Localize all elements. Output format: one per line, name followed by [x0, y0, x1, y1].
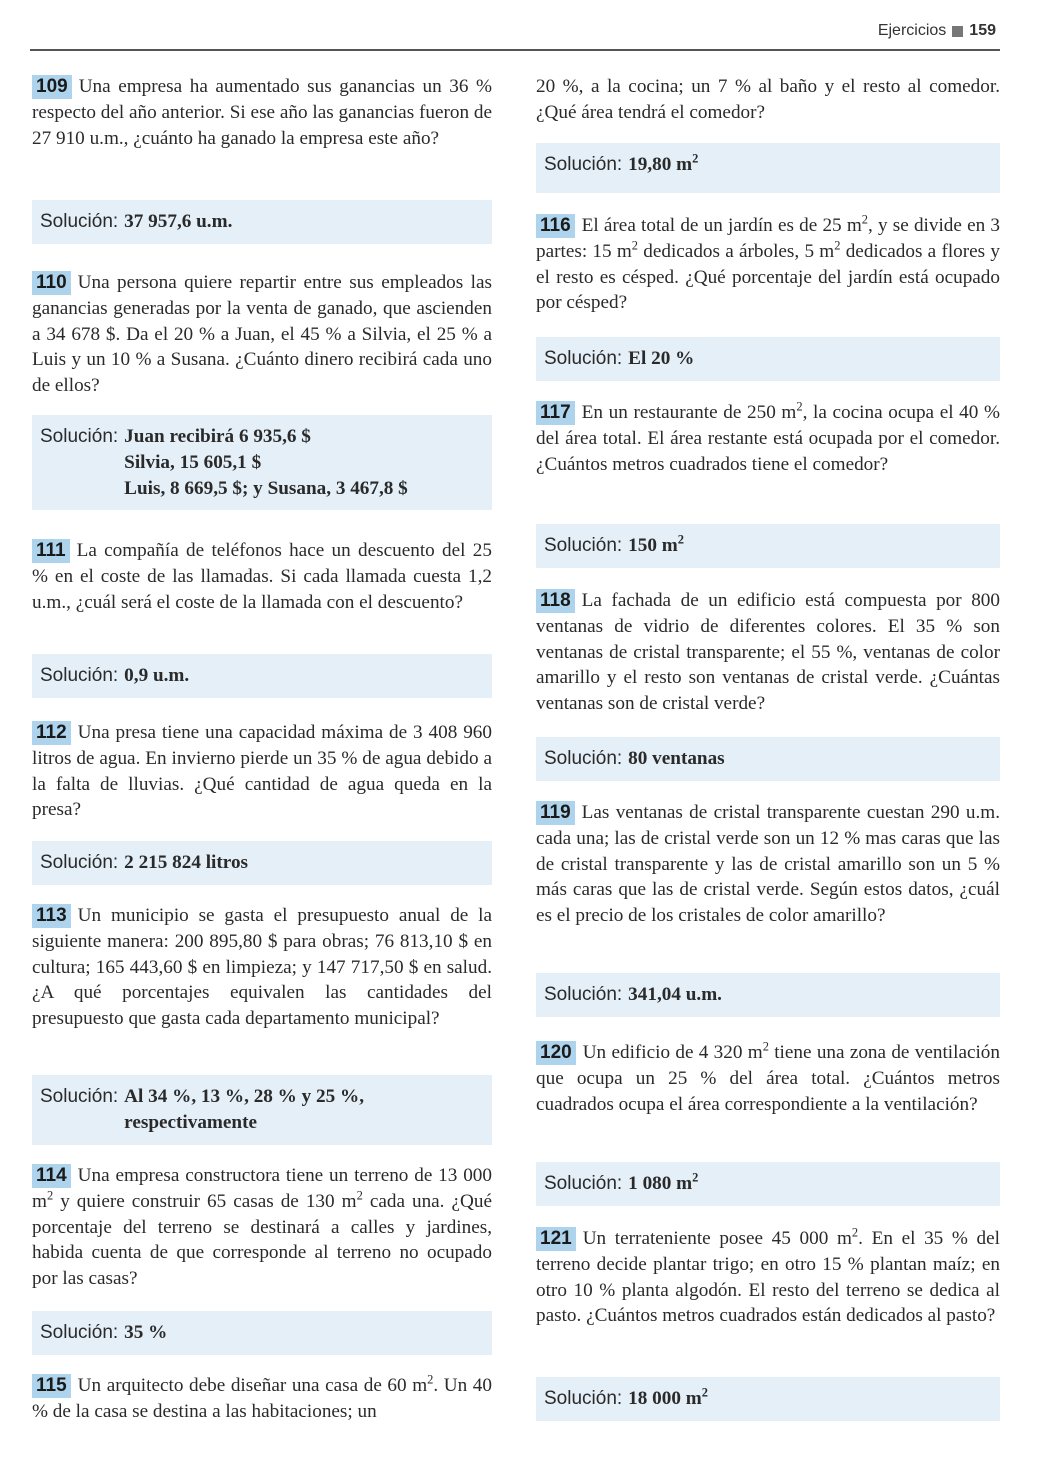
exercise-121: [536, 1226, 1000, 1329]
solution-value: [628, 982, 722, 1008]
exercise-number: 109: [32, 75, 72, 99]
exercise-text: Un terrateniente posee 45 000 $m^2$. En el 35 % del terreno decide plantar trigo; en otro 15 % plantan maíz; en otro 10 % planta algodón. El resto del terreno se dedica al pasto. ¿Cuántos metros cuadrados están dedicados al pasto?: [536, 1225, 1000, 1327]
exercise-text: El área total de un jardín es de 25 $m^2$, y se divide en 3 partes: 15 $m^2$ dedicados a árboles, 5 $m^2$ dedicados a flores y el resto es césped. ¿Qué porcentaje del jardín está ocupado por césped?: [536, 212, 1000, 314]
exercise-112: [32, 720, 492, 823]
solution-box: [536, 337, 1000, 381]
solution-box: [536, 143, 1000, 193]
solution-value: [628, 1386, 708, 1412]
exercise-text: Un municipio se gasta el presupuesto anual de la siguiente manera: 200 895,80 $ para obras; 76 813,10 $ en cultura; 165 443,60 $ en limpieza; y 147 717,50 $ en salud. ¿A qué porcentajes equivalen las cantidades del presupuesto que gasta cada departamento municipal?: [32, 905, 492, 1030]
solution-line: Luis, 8 669,5 $; y Susana, 3 467,8 $: [124, 477, 408, 499]
exercise-text: Una persona quiere repartir entre sus empleados las ganancias generadas por la venta de ganado, que ascienden a 34 678 $. Da el 20 % a Juan, el 45 % a Silvia, el 25 % a Luis y un 10 % a Susana. ¿Cuánto dinero recibirá cada uno de ellos?: [32, 272, 492, 397]
solution-value: [628, 746, 724, 772]
solution-label: Solución:: [544, 984, 623, 1005]
solution-label: Solución:: [40, 852, 119, 873]
solution-box: [536, 1162, 1000, 1206]
solution-line: 1 080 $m^2$: [628, 1170, 699, 1194]
exercise-109: [32, 74, 492, 151]
exercise-text: 20 %, a la cocina; un 7 % al baño y el resto al comedor. ¿Qué área tendrá el comedor?: [536, 76, 1000, 123]
exercise-118: [536, 588, 1000, 717]
solution-label: Solución:: [544, 348, 623, 369]
solution-line: 0,9 u.m.: [124, 665, 190, 686]
square-bullet-icon: [952, 26, 963, 37]
exercise-number: 116: [536, 214, 575, 238]
solution-box: [536, 973, 1000, 1017]
solution-value: [628, 152, 698, 178]
solution-value: [124, 663, 189, 689]
solution-label: Solución:: [544, 1388, 623, 1409]
solution-value: [628, 1171, 698, 1197]
solution-label: Solución:: [40, 426, 119, 447]
solution-label: Solución:: [40, 665, 119, 686]
solution-label: Solución:: [544, 535, 623, 556]
exercise-text: Las ventanas de cristal transparente cuestan 290 u.m. cada una; las de cristal verde son un 12 % mas caras que las de cristal transparente y las de cristal amarillo son un 5 % más caras que las de cristal verde. Según estos datos, ¿cuál es el precio de los cristales de color amarillo?: [536, 802, 1000, 927]
solution-value: [628, 346, 694, 372]
exercise-120: [536, 1040, 1000, 1117]
solution-line: 19,80 $m^2$: [628, 151, 699, 175]
solution-line: Juan recibirá 6 935,6 $: [124, 426, 311, 447]
exercise-number: 113: [32, 904, 71, 928]
solution-box: [32, 841, 492, 885]
solution-box: [32, 654, 492, 698]
solution-line: El 20 %: [628, 348, 695, 369]
solution-box: [536, 524, 1000, 568]
exercise-text: Una presa tiene una capacidad máxima de 3 408 960 litros de agua. En invierno pierde un 35 % de agua debido a la falta de lluvias. ¿Qué cantidad de agua queda en la presa?: [32, 722, 492, 821]
exercise-number: 112: [32, 721, 71, 745]
exercise-number: 110: [32, 271, 71, 295]
solution-box: [32, 200, 492, 244]
solution-label: Solución:: [40, 1086, 119, 1107]
page-header: [878, 22, 996, 40]
solution-line: 2 215 824 litros: [124, 852, 249, 873]
solution-line: 37 957,6 u.m.: [124, 211, 233, 232]
solution-box: [536, 737, 1000, 781]
exercise-text: La fachada de un edificio está compuesta por 800 ventanas de vidrio de diferentes colores. El 35 % son ventanas de cristal transparente; el 55 %, ventanas de color amarillo y el resto son ventanas de cristal verde. ¿Cuántas ventanas son de cristal verde?: [536, 590, 1000, 715]
header-rule: [30, 49, 1000, 51]
exercise-116: [536, 213, 1000, 316]
solution-line: 80 ventanas: [628, 748, 725, 769]
exercise-110: [32, 270, 492, 399]
solution-value: [124, 1084, 484, 1136]
exercise-number: 115: [32, 1374, 71, 1398]
solution-label: Solución:: [544, 1173, 623, 1194]
solution-label: Solución:: [544, 748, 623, 769]
solution-box: [32, 1075, 492, 1145]
solution-line: 35 %: [124, 1322, 168, 1343]
solution-value: [124, 209, 232, 235]
exercise-text: Una empresa ha aumentado sus ganancias un 36 % respecto del año anterior. Si ese año las ganancias fueron de 27 910 u.m., ¿cuánto ha ganado la empresa este año?: [32, 76, 492, 149]
exercise-text: Un edificio de 4 320 $m^2$ tiene una zona de ventilación que ocupa un 25 % del área total. ¿Cuántos metros cuadrados ocupa el área correspondiente a la ventilación?: [536, 1039, 1000, 1115]
exercise-text: Una empresa constructora tiene un terreno de 13 000 $m^2$ y quiere construir 65 casas de 130 $m^2$ cada una. ¿Qué porcentaje del terreno se destinará a calles y jardines, habida cuenta de que corresponde al terreno no ocupado por las casas?: [32, 1165, 492, 1290]
solution-box: [32, 415, 492, 510]
exercise-number: 119: [536, 801, 575, 825]
solution-line: 150 $m^2$: [628, 532, 684, 556]
exercise-number: 117: [536, 401, 575, 425]
exercise-number: 121: [536, 1227, 576, 1251]
solution-label: Solución:: [544, 154, 623, 175]
exercise-continued: [536, 74, 1000, 126]
exercise-113: [32, 903, 492, 1032]
exercise-number: 114: [32, 1164, 71, 1188]
exercise-111: [32, 538, 492, 615]
exercise-text: Un arquitecto debe diseñar una casa de 60 $m^2$. Un 40 % de la casa se destina a las habitaciones; un: [32, 1372, 492, 1422]
exercise-114: [32, 1163, 492, 1292]
solution-value: [124, 850, 248, 876]
exercise-115: [32, 1373, 492, 1425]
exercise-text: La compañía de teléfonos hace un descuento del 25 % en el coste de las llamadas. Si cada llamada cuesta 1,2 u.m., ¿cuál será el coste de la llamada con el descuento?: [32, 540, 492, 613]
solution-line: 18 000 $m^2$: [628, 1385, 708, 1409]
solution-line: Silvia, 15 605,1 $: [124, 451, 262, 473]
solution-value: [124, 424, 408, 501]
solution-value: [124, 1320, 167, 1346]
section-title: Ejercicios: [877, 22, 947, 39]
solution-line: Al 34 %, 13 %, 28 % y 25 %, respectivamente: [124, 1086, 365, 1133]
exercise-number: 118: [536, 589, 575, 613]
exercise-119: [536, 800, 1000, 929]
exercise-number: 111: [32, 539, 70, 563]
solution-value: [628, 533, 684, 559]
solution-label: Solución:: [40, 1322, 119, 1343]
exercise-number: 120: [536, 1041, 576, 1065]
solution-box: [32, 1311, 492, 1355]
exercise-117: [536, 400, 1000, 477]
exercise-text: En un restaurante de 250 $m^2$, la cocina ocupa el 40 % del área total. El área restante está ocupada por el comedor. ¿Cuántos metros cuadrados tiene el comedor?: [536, 399, 1000, 475]
page-number: 159: [969, 22, 996, 39]
solution-label: Solución:: [40, 211, 119, 232]
solution-box: [536, 1377, 1000, 1421]
solution-line: 341,04 u.m.: [628, 984, 722, 1005]
